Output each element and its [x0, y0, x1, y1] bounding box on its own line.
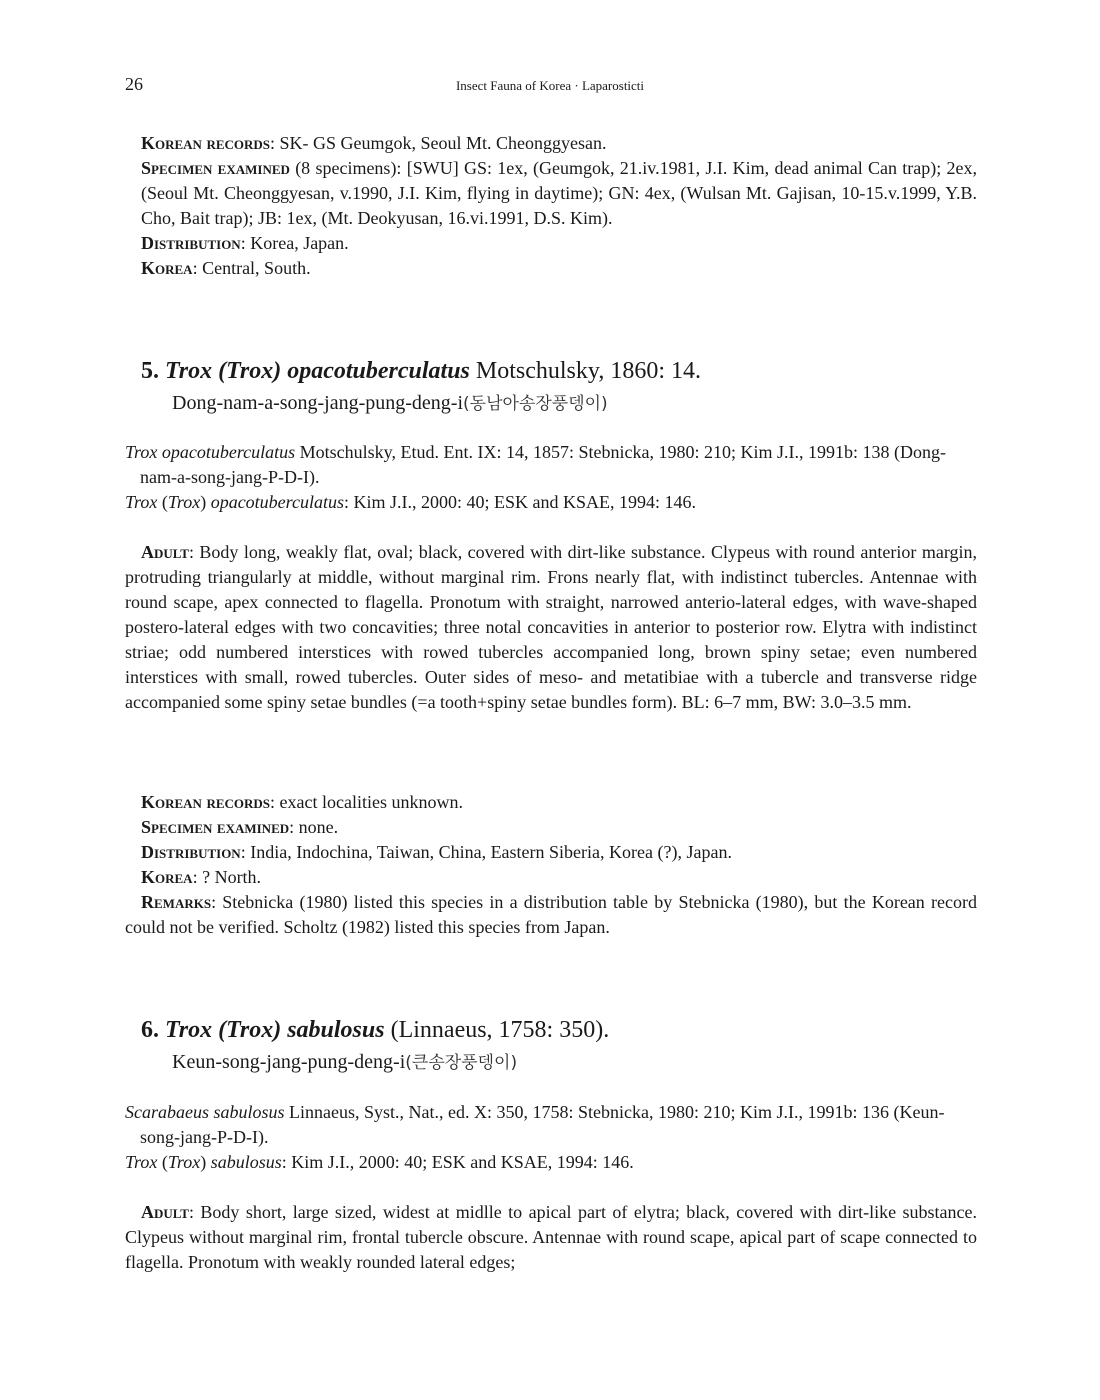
species-5-adult: Adult: Body long, weakly flat, oval; black, covered with dirt-like substance. Clypeus with round anterior margin, protruding triangularly at middle, without marginal rim. Frons nearly flat, with indistinct tubercles. Antennae with round scape, apex connected to flagella. Pronotum with straight, narrowed anterio-lateral edges, with wave-shaped postero-lateral edges with two concavities; three notal concavities in anterior to posterior row. Elytra with indistinct striae; odd numbered interstices with rowed tubercles accompanied long, brown spiny setae; even numbered interstices with small, rowed tubercles. Outer sides of meso- and metatibiae with a tubercle and transverse ridge accompanied some spiny setae bundles (=a tooth+spiny setae bundles form). BL: 6–7 mm, BW: 3.0–3.5 mm. — [125, 542, 977, 712]
korean-records-label: Korean records — [141, 133, 271, 153]
species-number: 5. — [141, 358, 159, 384]
species-name: sabulosus — [287, 1017, 385, 1043]
korean-records-text: SK- GS Geumgok, Seoul Mt. Cheonggyesan. — [279, 133, 607, 153]
remarks-label: Remarks — [141, 892, 212, 912]
adult-label: Adult — [141, 1202, 189, 1222]
adult-text: Body long, weakly flat, oval; black, covered with dirt-like substance. Clypeus with round anterior margin, protruding triangularly at middle, without marginal rim. Frons nearly flat, with indistinct tubercles. Antennae with round scape, apex connected to flagella. Pronotum with straight, narrowed anterio-lateral edges, with wave-shaped postero-lateral edges with two concavities; three notal concavities in anterior to posterior row. Elytra with indistinct striae; odd numbered interstices with rowed tubercles accompanied long, brown spiny setae; even numbered interstices with small, rowed tubercles. Outer sides of meso- and metatibiae with a tubercle and transverse ridge accompanied some spiny setae bundles (=a tooth+spiny setae bundles form). BL: 6–7 mm, BW: 3.0–3.5 mm. — [125, 542, 977, 712]
synonym-subgenus: Trox — [167, 1152, 201, 1172]
specimen-examined-label: Specimen examined — [141, 158, 290, 178]
specimen-examined-entry — [125, 156, 977, 231]
korean-romanized: Keun-song-jang-pung-deng-i — [172, 1051, 406, 1073]
remarks-text: Stebnicka (1980) listed this species in a distribution table by Stebnicka (1980), but the Korean record could not be verified. Scholtz (1982) listed this species from Japan. — [125, 892, 977, 937]
page-number: 26 — [125, 74, 143, 94]
korea-label: Korea — [141, 867, 193, 887]
specimen-examined-label: Specimen examined — [141, 817, 290, 837]
genus-name: Trox — [165, 358, 213, 384]
species-5-korean-name — [172, 390, 608, 417]
species-6-heading — [141, 1015, 609, 1045]
synonym-entry — [125, 1100, 977, 1150]
synonym-name: Scarabaeus sabulosus — [125, 1102, 285, 1122]
synonym-text: Motschulsky, Etud. Ent. IX: 14, 1857: Stebnicka, 1980: 210; Kim J.I., 1991b: 138 (Dong-nam-a-song-jang-P-D-I). — [140, 442, 946, 487]
korean-records-entry: Korean records: exact localities unknown. — [141, 792, 463, 812]
synonym-name: Trox opacotuberculatus — [125, 442, 296, 462]
korean-records-label: Korean records — [141, 792, 271, 812]
species-6-adult: Adult: Body short, large sized, widest at midlle to apical part of elytra; black, covered with dirt-like substance. Clypeus without marginal rim, frontal tubercle obscure. Antennae with round scape, apical part of scape connected to flagella. Pronotum with weakly rounded lateral edges; — [125, 1202, 977, 1272]
korean-hangul: (동남아송장풍뎅이) — [463, 394, 608, 414]
korean-records-text: exact localities unknown. — [279, 792, 463, 812]
synonym-subgenus: Trox — [167, 492, 201, 512]
species-5-heading — [141, 356, 701, 386]
distribution-entry: Distribution: Korea, Japan. — [141, 233, 349, 253]
specimen-examined-text: (8 specimens): [SWU] GS: 1ex, (Geumgok, 21.iv.1981, J.I. Kim, dead animal Can trap); 2ex, (Seoul Mt. Cheonggyesan, v.1990, J.I. Kim, flying in daytime); GN: 4ex, (Wulsan Mt. Gajisan, 10-15.v.1999, Y.B. Cho, Bait trap); JB: 1ex, (Mt. Deokyusan, 16.vi.1991, D.S. Kim). — [141, 158, 977, 228]
korea-label: Korea — [141, 258, 193, 278]
species-6-synonyms — [125, 1100, 977, 1175]
subgenus-name: (Trox) — [218, 358, 282, 384]
distribution-label: Distribution — [141, 842, 241, 862]
adult-text: Body short, large sized, widest at midlle to apical part of elytra; black, covered with dirt-like substance. Clypeus without marginal rim, frontal tubercle obscure. Antennae with round scape, apical part of scape connected to flagella. Pronotum with weakly rounded lateral edges; — [125, 1202, 977, 1272]
adult-label: Adult — [141, 542, 189, 562]
distribution-label: Distribution — [141, 233, 241, 253]
synonym-text: : Kim J.I., 2000: 40; ESK and KSAE, 1994: 146. — [281, 1152, 634, 1172]
synonym-genus: Trox — [125, 492, 158, 512]
korea-text: Central, South. — [202, 258, 311, 278]
specimen-examined-text: none. — [298, 817, 339, 837]
korean-romanized: Dong-nam-a-song-jang-pung-deng-i — [172, 392, 464, 414]
distribution-entry: Distribution: India, Indochina, Taiwan, China, Eastern Siberia, Korea (?), Japan. — [141, 842, 732, 862]
synonym-species: opacotuberculatus — [210, 492, 344, 512]
species-6-korean-name — [172, 1049, 517, 1076]
distribution-text: India, Indochina, Taiwan, China, Eastern Siberia, Korea (?), Japan. — [250, 842, 732, 862]
korean-records-entry: Korean records: SK- GS Geumgok, Seoul Mt. Cheonggyesan. — [141, 133, 607, 153]
species-5-records — [125, 790, 977, 940]
synonym-species: sabulosus — [210, 1152, 282, 1172]
species-name: opacotuberculatus — [287, 358, 470, 384]
species-author: (Linnaeus, 1758: 350). — [390, 1017, 610, 1043]
previous-species-records — [125, 131, 977, 281]
species-author: Motschulsky, 1860: 14. — [475, 358, 702, 384]
synonym-text: : Kim J.I., 2000: 40; ESK and KSAE, 1994: 146. — [344, 492, 697, 512]
synonym-text: Linnaeus, Syst., Nat., ed. X: 350, 1758: Stebnicka, 1980: 210; Kim J.I., 1991b: 136 (Keun-song-jang-P-D-I). — [140, 1102, 945, 1147]
species-number: 6. — [141, 1017, 159, 1043]
korea-entry: Korea: ? North. — [141, 867, 262, 887]
synonym-entry — [125, 440, 977, 490]
genus-name: Trox — [165, 1017, 213, 1043]
korea-text: ? North. — [202, 867, 262, 887]
subgenus-name: (Trox) — [218, 1017, 282, 1043]
synonym-entry: Trox (Trox) sabulosus: Kim J.I., 2000: 40; ESK and KSAE, 1994: 146. — [125, 1152, 634, 1172]
running-head: Insect Fauna of Korea · Laparosticti — [455, 78, 645, 93]
korean-hangul: (큰송장풍뎅이) — [405, 1053, 518, 1073]
distribution-text: Korea, Japan. — [250, 233, 349, 253]
korea-entry: Korea: Central, South. — [141, 258, 311, 278]
remarks-entry: Remarks: Stebnicka (1980) listed this species in a distribution table by Stebnicka (1980), but the Korean record could not be verified. Scholtz (1982) listed this species from Japan. — [125, 892, 977, 937]
synonym-genus: Trox — [125, 1152, 158, 1172]
synonym-entry: Trox (Trox) opacotuberculatus: Kim J.I., 2000: 40; ESK and KSAE, 1994: 146. — [125, 492, 697, 512]
specimen-examined-entry: Specimen examined: none. — [141, 817, 339, 837]
species-5-synonyms — [125, 440, 977, 515]
